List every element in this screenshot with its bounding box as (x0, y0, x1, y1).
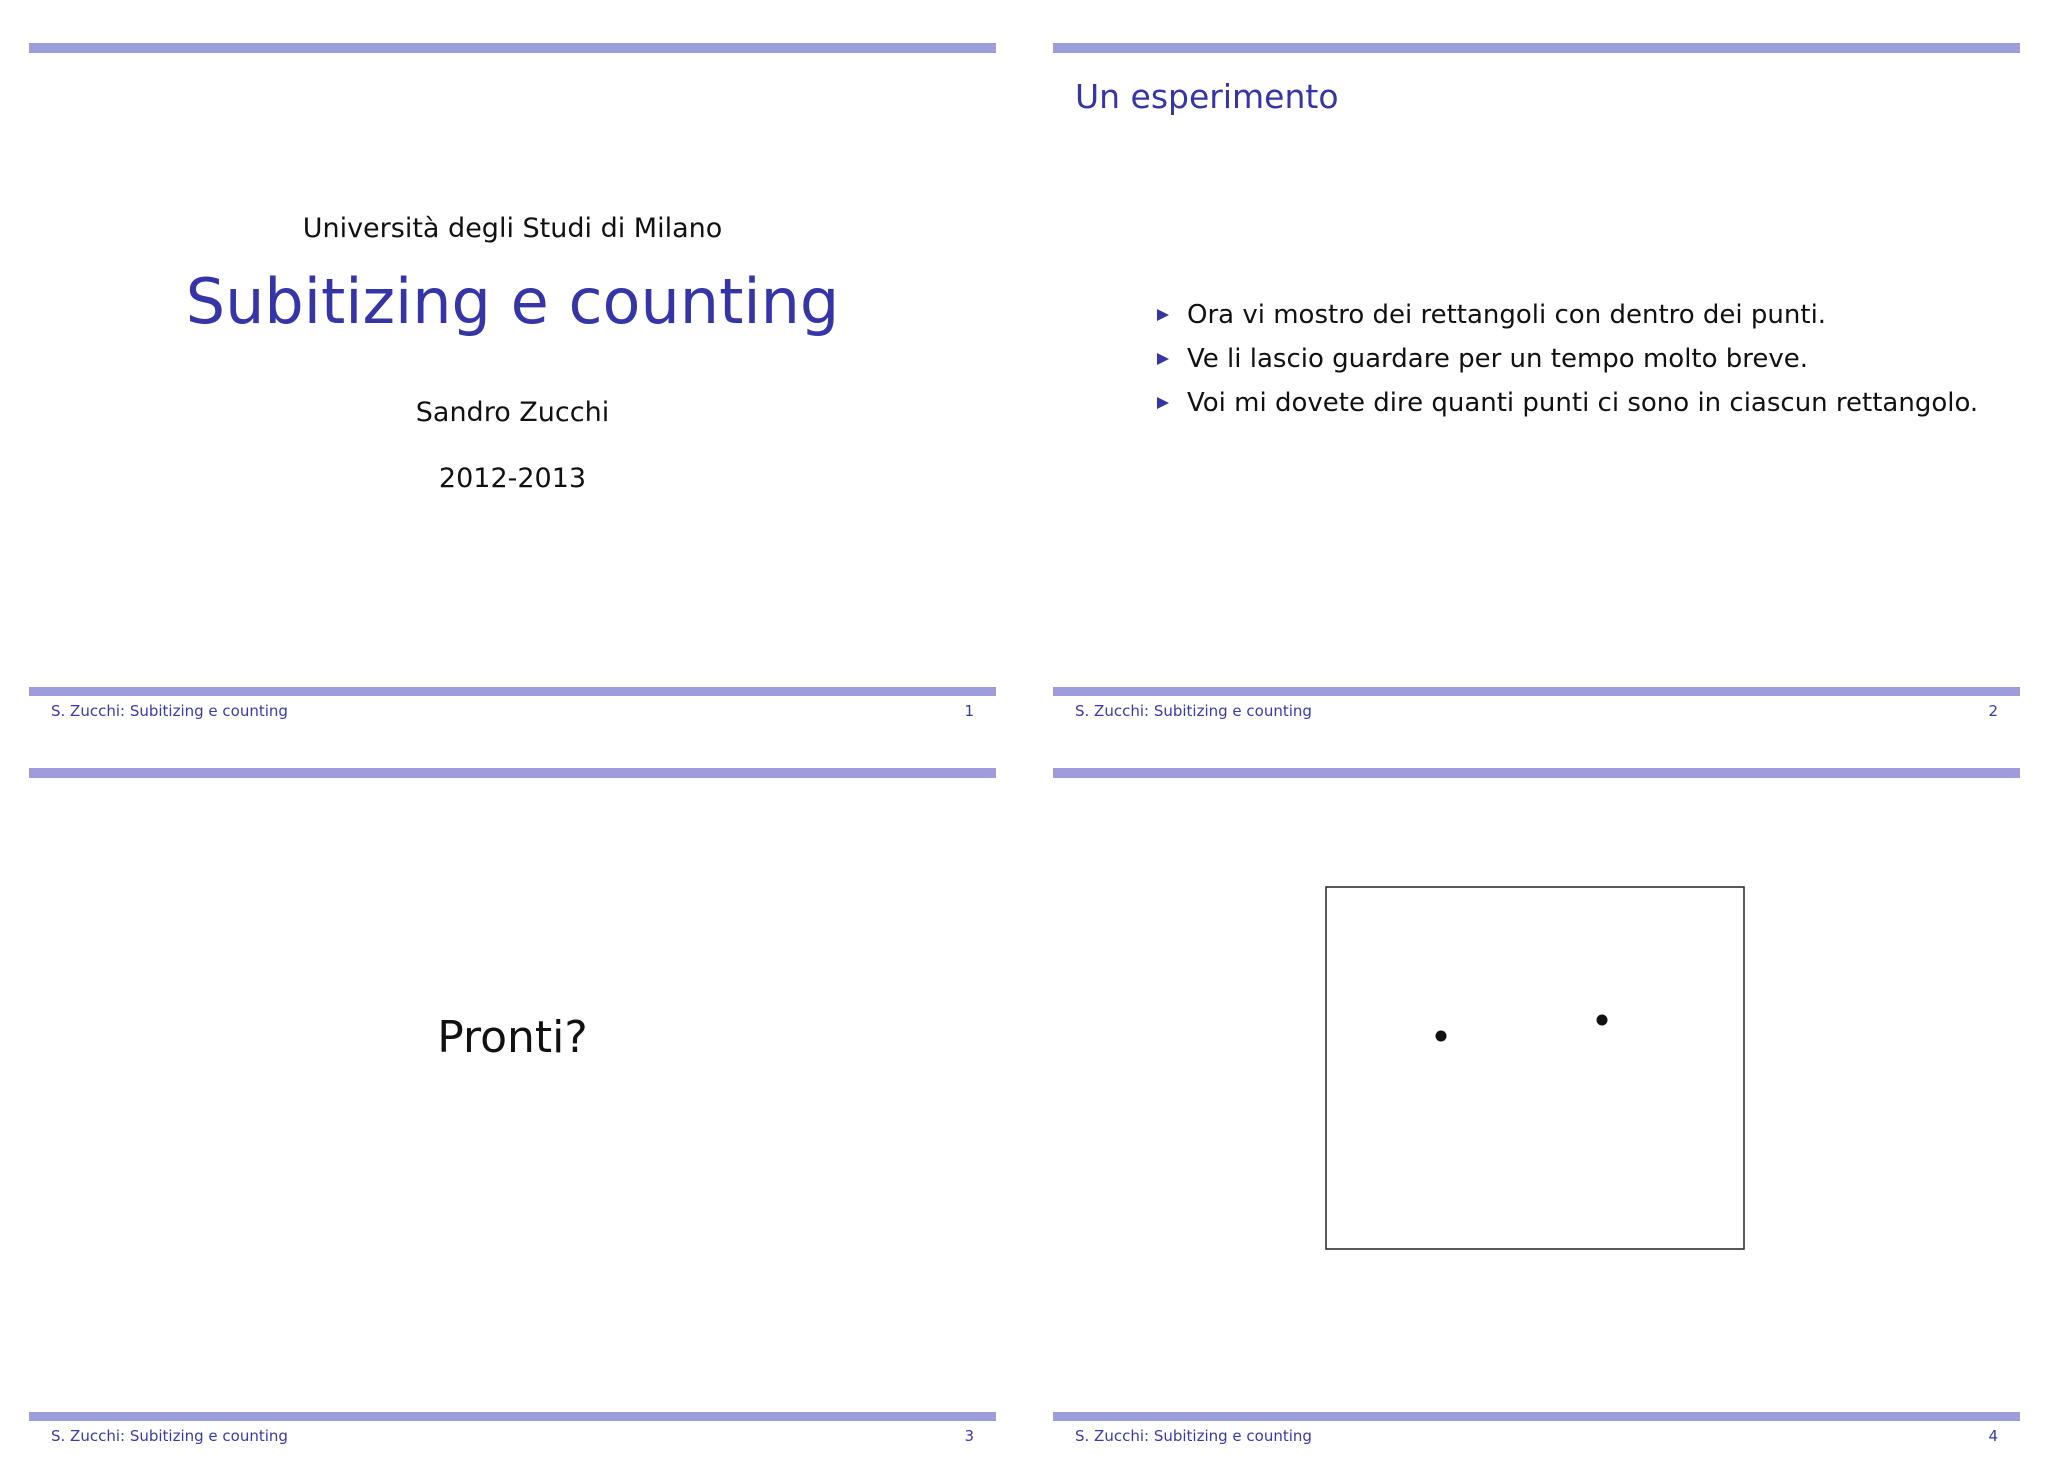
dot-rectangle (1326, 887, 1744, 1249)
page-number: 2 (1988, 702, 1998, 720)
list-item (1153, 381, 1978, 425)
dot-rectangle-figure (1053, 768, 2020, 1408)
slide-4 (1053, 768, 2020, 1468)
footer-title: S. Zucchi: Subitizing e counting (51, 702, 288, 720)
triangle-bullet-icon (1157, 353, 1169, 365)
list-item (1153, 293, 1978, 337)
slide-1 (29, 43, 996, 743)
dot (1597, 1015, 1608, 1026)
ready-question: Pronti? (437, 1012, 588, 1063)
slide-header-bar (29, 43, 996, 53)
presentation-title: Subitizing e counting (185, 265, 840, 338)
author-name: Sandro Zucchi (415, 397, 610, 428)
footer-title: S. Zucchi: Subitizing e counting (1075, 1427, 1312, 1445)
footer-title: S. Zucchi: Subitizing e counting (1075, 702, 1312, 720)
slide-header-bar (1053, 43, 2020, 53)
triangle-bullet-icon (1157, 397, 1169, 409)
slide-footer-bar (1053, 687, 2020, 696)
bullet-text: Ora vi mostro dei rettangoli con dentro dei punti. (1187, 300, 1827, 330)
slide-footer-bar (29, 687, 996, 696)
page-number: 1 (964, 702, 974, 720)
slide-footer-bar (29, 1412, 996, 1421)
page-number: 4 (1988, 1427, 1998, 1445)
footer-title: S. Zucchi: Subitizing e counting (51, 1427, 288, 1445)
bullet-list (1153, 293, 1978, 425)
academic-year: 2012-2013 (438, 463, 587, 494)
institution-name: Università degli Studi di Milano (302, 213, 723, 244)
slide-footer-bar (1053, 1412, 2020, 1421)
bullet-text: Voi mi dovete dire quanti punti ci sono in ciascun rettangolo. (1187, 388, 1979, 418)
slide-header-bar (29, 768, 996, 778)
dot (1436, 1031, 1447, 1042)
frame-title: Un esperimento (1075, 77, 1339, 116)
slide-2 (1053, 43, 2020, 743)
bullet-text: Ve li lascio guardare per un tempo molto breve. (1187, 344, 1809, 374)
slide-3 (29, 768, 996, 1468)
list-item (1153, 337, 1978, 381)
triangle-bullet-icon (1157, 309, 1169, 321)
page-number: 3 (964, 1427, 974, 1445)
